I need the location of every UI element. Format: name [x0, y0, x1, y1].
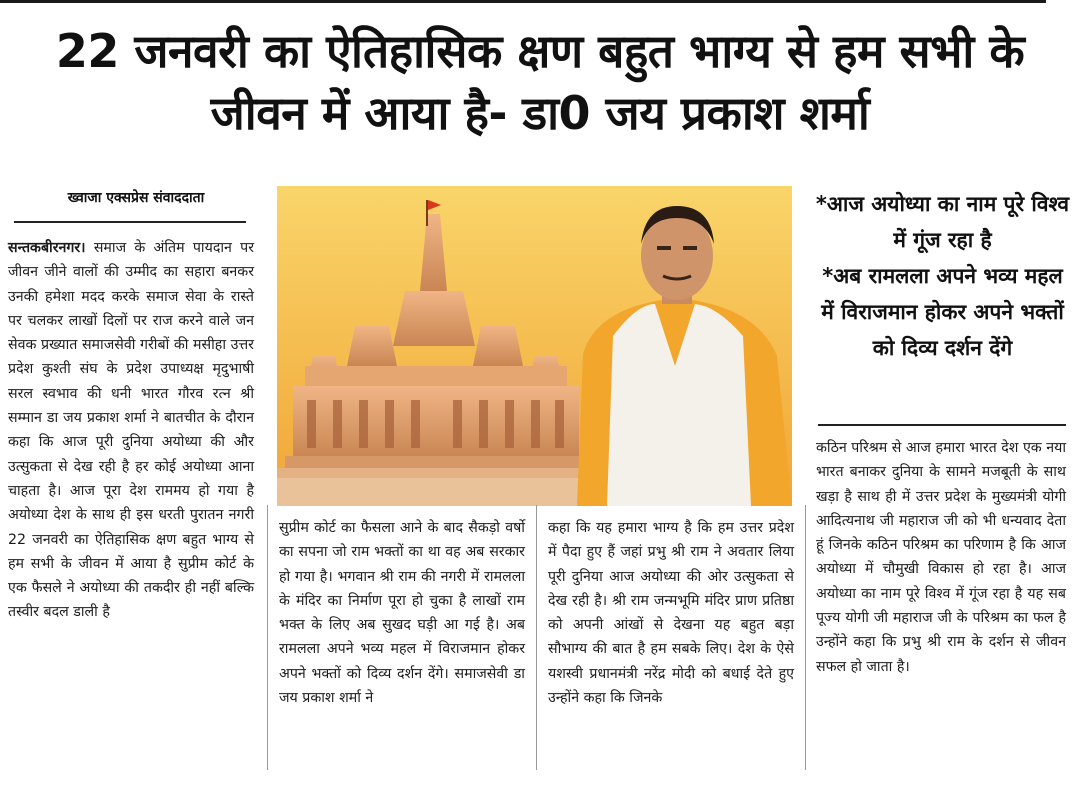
article-column-1 — [8, 236, 254, 625]
highlight-1: *आज अयोध्या का नाम पूरे विश्व में गूंज रहा है — [815, 192, 1070, 252]
article-column-1-text: समाज के अंतिम पायदान पर जीवन जीने वालों की उम्मीद का सहारा बनकर उनकी हमेशा मदद करके समाज सेवा के रास्ते पर चलकर लाखों दिलों पर राज करने वाले जन सेवक प्रख्यात समाजसेवी गरीबों की मसीहा उत्तर प्रदेश कुश्ती संघ के प्रदेश उपाध्यक्ष मृदुभाषी सरल स्वभाव की धनी भारत गौरव रत्न श्री सम्मान डा जय प्रकाश शर्मा ने बातचीत के दौरान कहा कि आज पूरी दुनिया अयोध्या की और उत्सुकता से देख रही है हर कोई अयोध्या आना चाहता है। आज पूरा देश राममय हो गया है अयोध्या देश के साथ ही इस धरती पुरातन नगरी 22 जनवरी का ऐतिहासिक क्षण बहुत भाग्य से हम सभी के जीवन में आया है सुप्रीम कोर्ट के एक फैसले ने अयोध्या की तकदीर ही नहीं बल्कि तस्वीर बदल डाली है — [8, 240, 255, 621]
column-divider-3 — [805, 505, 806, 770]
byline: ख्वाजा एक्सप्रेस संवाददाता — [67, 190, 205, 206]
article-photo — [277, 186, 792, 506]
highlight-2: *अब रामलला अपने भव्य महल में विराजमान होकर अपने भक्तों को दिव्य दर्शन देंगे — [821, 264, 1064, 360]
column-divider-1 — [267, 505, 268, 770]
headline: 22 जनवरी का ऐतिहासिक क्षण बहुत भाग्य से हम सभी के जीवन में आया है- डा0 जय प्रकाश शर्मा — [55, 24, 1025, 140]
byline-rule — [14, 221, 246, 223]
article-photo-illustration — [277, 186, 792, 506]
column-divider-2 — [536, 505, 537, 770]
dateline: सन्तकबीरनगर। — [8, 240, 86, 256]
article-column-3: कहा कि यह हमारा भाग्य है कि हम उत्तर प्रदेश में पैदा हुए हैं जहां प्रभु श्री राम ने अवतार लिया पूरी दुनिया आज अयोध्या की ओर उत्सुकता से देख रही है। श्री राम जन्मभूमि मंदिर प्राण प्रतिष्ठा को अपनी आंखों से देखना यह बहुत बड़ा सौभाग्य की बात है हम सबके लिए। देश के ऐसे यशस्वी प्रधानमंत्री नरेंद्र मोदी को बधाई देते हुए उन्होंने कहा कि जिनके — [548, 520, 794, 707]
highlights-rule — [818, 424, 1066, 426]
article-column-4: कठिन परिश्रम से आज हमारा भारत देश एक नया भारत बनाकर दुनिया के सामने मजबूती के साथ खड़ा है साथ ही में उत्तर प्रदेश के मुख्यमंत्री योगी आदित्यनाथ जी महाराज जी को भी धन्यवाद देता हूं जिनके कठिन परिश्रम का परिणाम है कि आज अयोध्या में चौमुखी विकास हो रहा है। आज अयोध्या का नाम पूरे विश्व में गूंज रहा है यह सब पूज्य योगी जी महाराज जी के परिश्रम का फल है उन्होंने कहा कि प्रभु श्री राम के दर्शन से जीवन सफल हो जाता है। — [816, 440, 1066, 675]
article-column-2: सुप्रीम कोर्ट का फैसला आने के बाद सैकड़ो वर्षो का सपना जो राम भक्तों का था वह अब सरकार हो गया है। भगवान श्री राम की नगरी में रामलला के मंदिर का निर्माण पूरा हो चुका है लाखों राम भक्त के लिए अब सुखद घड़ी आ गई है। अब रामलला अपने भव्य महल में विराजमान होकर अपने भक्तों को दिव्य दर्शन देंगे। समाजसेवी डा जय प्रकाश शर्मा ने — [279, 520, 525, 707]
top-rule — [0, 0, 1046, 3]
highlights-box — [815, 186, 1070, 366]
